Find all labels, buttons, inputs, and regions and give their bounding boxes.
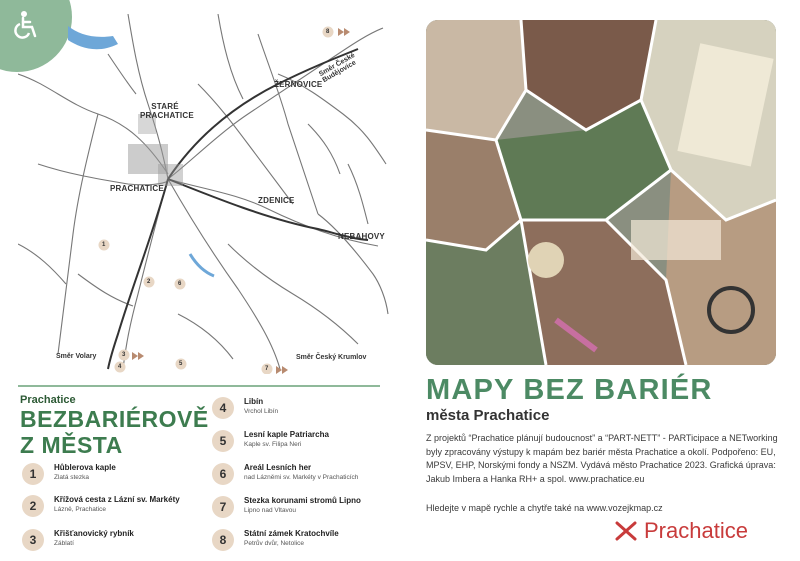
map-marker-5: 5 — [179, 361, 183, 367]
cover-subtitle: města Prachatice — [426, 407, 550, 424]
map-marker-6: 6 — [178, 281, 182, 287]
poi-item-7 — [212, 496, 361, 518]
poi-location: nad Lázněmi sv. Markéty v Prachaticích — [244, 474, 359, 481]
poi-number: 2 — [22, 495, 44, 517]
poi-location: Petrův dvůr, Netolice — [244, 540, 304, 547]
poi-item-2 — [22, 495, 180, 517]
poi-location: Lipno nad Vltavou — [244, 507, 297, 514]
map-marker-2: 2 — [147, 279, 151, 285]
poi-number: 7 — [212, 496, 234, 518]
direction-ceske-budejovice: Směr České Budějovice — [318, 51, 358, 85]
poi-number: 5 — [212, 430, 234, 452]
prachatice-logo — [614, 518, 748, 544]
cover-page — [400, 0, 800, 561]
poi-name: Areál Lesních her — [244, 463, 312, 472]
road-map — [18, 14, 390, 374]
cover-tagline: Hledejte v mapě rychle a chytře také na www.vozejkmap.cz — [426, 503, 663, 513]
poi-item-8 — [212, 529, 339, 551]
legend-title-line1: BEZBARIÉROVĚ — [20, 406, 209, 432]
poi-location: Záblatí — [54, 540, 74, 547]
poi-name: Lesní kaple Patriarcha — [244, 430, 329, 439]
photo-collage — [426, 20, 776, 365]
map-marker-7: 7 — [265, 366, 269, 372]
legend-title — [20, 406, 209, 458]
project-description: Z projektů “Prachatice plánují budoucnost” a “PART-NETT” - PARTicipace a NETworking byly zpracovány výstupy k mapám bez bariér města Prachatice a okolí. Podpořeno: EU, MPSV, EHP, Norskými fondy a NSZM. Vydává město Prachatice 2023. Grafická úprava: Jakub Imbera a Hanka RH+ a spol. www.prachatice.eu — [426, 433, 778, 484]
poi-number: 4 — [212, 397, 234, 419]
cover-paragraph — [426, 432, 778, 486]
poi-number: 6 — [212, 463, 234, 485]
map-marker-1: 1 — [102, 242, 106, 248]
cover-title: MAPY BEZ BARIÉR — [426, 374, 713, 406]
legend-title-line2: Z MĚSTA — [20, 432, 123, 458]
poi-item-1 — [22, 463, 116, 485]
logo-text: Prachatice — [644, 518, 748, 543]
direction-volary: Směr Volary — [56, 353, 97, 360]
map-marker-3: 3 — [122, 352, 126, 358]
poi-name: Státní zámek Kratochvíle — [244, 529, 339, 538]
place-prachatice: PRACHATICE — [110, 184, 164, 193]
poi-number: 3 — [22, 529, 44, 551]
map-marker-4: 4 — [118, 364, 122, 370]
legend-town: Prachatice — [20, 394, 76, 406]
place-stare-prachatice: STARÉ PRACHATICE — [140, 102, 194, 120]
poi-name: Stezka korunami stromů Lipno — [244, 496, 361, 505]
place-nebahovy: NEBAHOVY — [338, 232, 385, 241]
poi-item-4 — [212, 397, 278, 419]
poi-location: Zlatá stezka — [54, 474, 90, 481]
photo-collage-graphic — [426, 20, 776, 365]
poi-item-5 — [212, 430, 329, 452]
section-divider — [18, 385, 380, 387]
poi-name: Hůblerova kaple — [54, 463, 116, 472]
poi-number: 1 — [22, 463, 44, 485]
place-zdenice: ZDENICE — [258, 196, 295, 205]
prachatice-logo-icon — [614, 520, 638, 542]
poi-item-3 — [22, 529, 134, 551]
poi-location: Kaple sv. Filipa Neri — [244, 441, 302, 448]
poi-name: Křišťanovický rybník — [54, 529, 134, 538]
place-zernovice: ŽERNOVICE — [274, 80, 323, 89]
poi-location: Vrchol Libín — [244, 408, 279, 415]
poi-item-6 — [212, 463, 358, 485]
direction-cesky-krumlov: Směr Český Krumlov — [296, 354, 367, 361]
poi-number: 8 — [212, 529, 234, 551]
map-marker-8: 8 — [326, 29, 330, 35]
poi-name: Libín — [244, 397, 264, 406]
poi-name: Křížová cesta z Lázní sv. Markéty — [54, 495, 180, 504]
poi-location: Lázně, Prachatice — [54, 506, 107, 513]
